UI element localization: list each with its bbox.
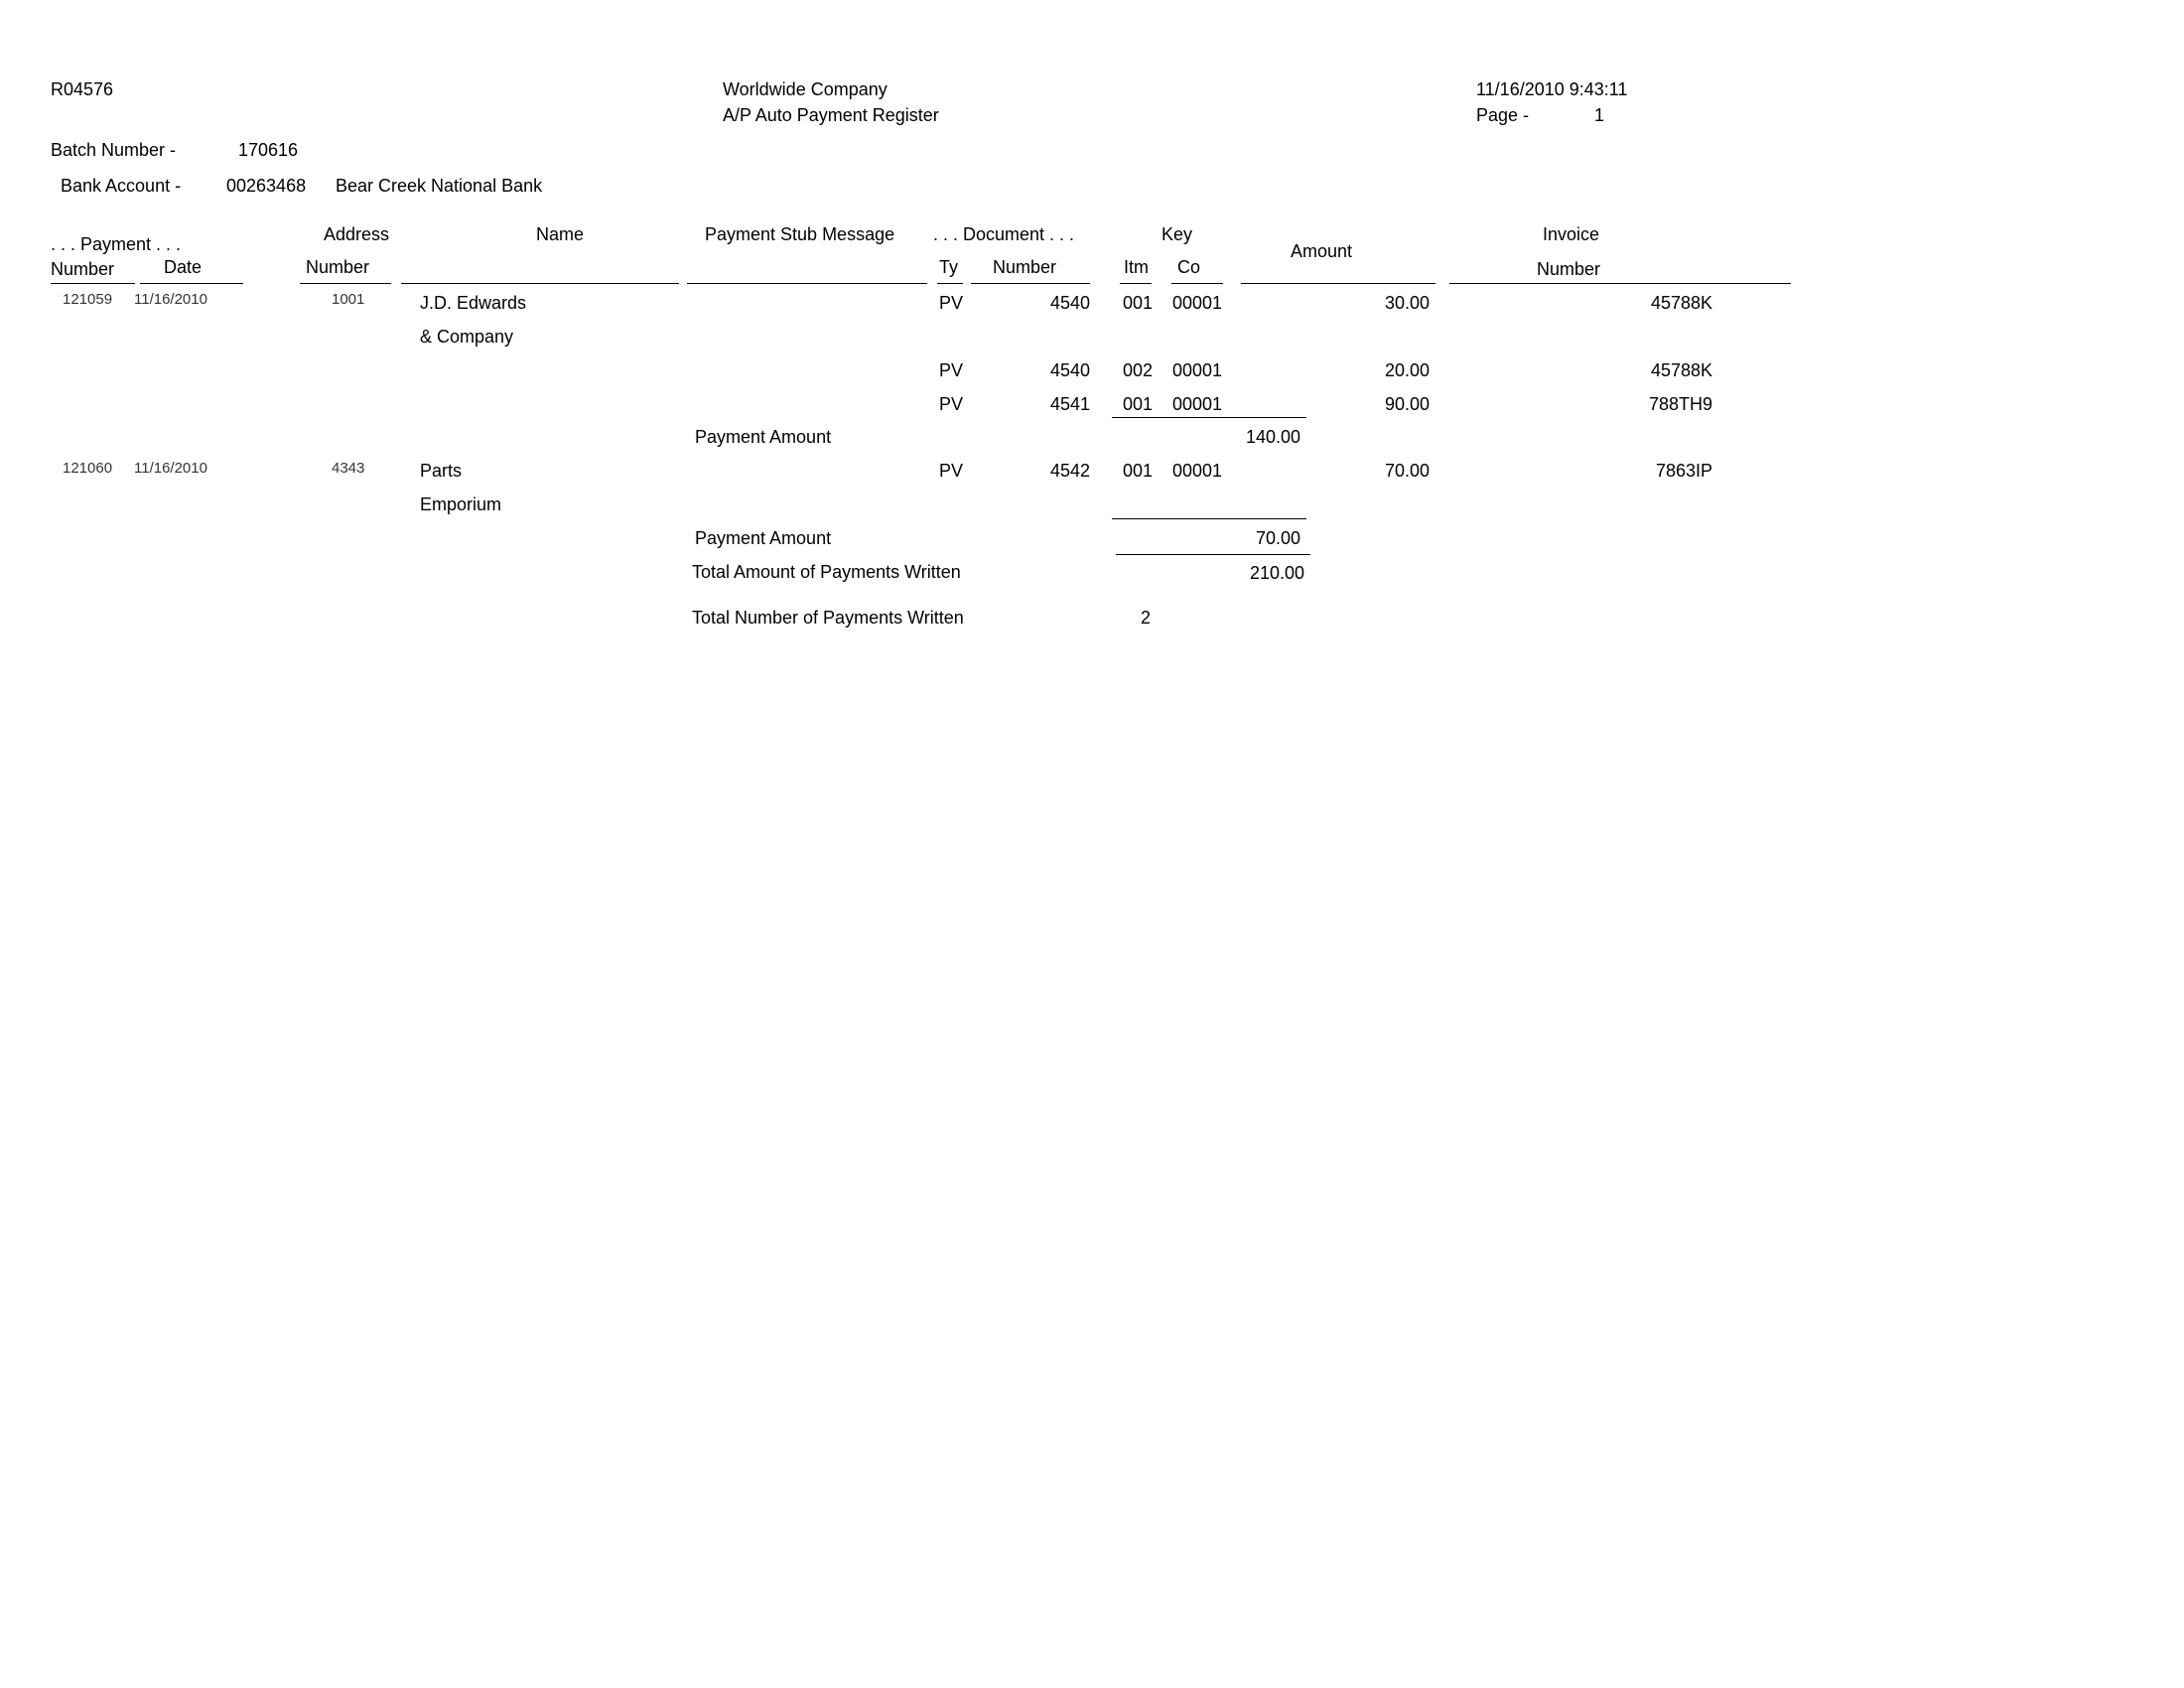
rule-payment-date: [140, 283, 243, 284]
rule-invoice: [1449, 283, 1791, 284]
doc-item: 001: [1123, 293, 1154, 313]
col-invoice-top: Invoice: [1543, 224, 1600, 244]
doc-item: 002: [1123, 360, 1154, 380]
line-amount: 90.00: [1384, 394, 1430, 414]
page-label: Page -: [1476, 105, 1530, 125]
col-address-bottom: Number: [306, 257, 370, 277]
rule-address: [300, 283, 391, 284]
address-number: 4343: [332, 460, 365, 477]
doc-number: 4542: [1049, 461, 1090, 481]
batch-number: 170616: [238, 140, 299, 160]
payee-name-line1: J.D. Edwards: [420, 293, 527, 313]
payment-amount-label: Payment Amount: [695, 528, 832, 548]
doc-item: 001: [1123, 394, 1154, 414]
line-amount: 70.00: [1384, 461, 1430, 481]
col-invoice-bottom: Number: [1537, 259, 1601, 279]
rule-payment-total: [1112, 417, 1306, 418]
page-number: 1: [1594, 105, 1605, 125]
bank-account-label: Bank Account -: [61, 176, 182, 196]
col-item: Itm: [1124, 257, 1149, 277]
doc-company: 00001: [1172, 461, 1223, 481]
rule-key-co: [1171, 283, 1223, 284]
doc-type: PV: [939, 461, 964, 481]
invoice-number: 45788K: [1650, 360, 1712, 380]
col-amount: Amount: [1291, 241, 1353, 261]
payee-name-line1: Parts: [420, 461, 463, 481]
rule-payment-number: [51, 283, 135, 284]
col-address-top: Address: [324, 224, 390, 244]
doc-number: 4540: [1049, 293, 1090, 313]
invoice-number: 45788K: [1650, 293, 1712, 313]
rule-payment-total: [1112, 518, 1306, 519]
bank-name: Bear Creek National Bank: [336, 176, 543, 196]
doc-company: 00001: [1172, 293, 1223, 313]
total-amount-label: Total Amount of Payments Written: [692, 562, 961, 582]
doc-number: 4541: [1049, 394, 1090, 414]
payment-amount-value: 140.00: [1245, 427, 1300, 447]
col-payment-date: Date: [164, 257, 203, 277]
doc-number: 4540: [1049, 360, 1090, 380]
line-amount: 30.00: [1384, 293, 1430, 313]
rule-doc-number: [971, 283, 1090, 284]
doc-item: 001: [1123, 461, 1154, 481]
col-doc-type: Ty: [939, 257, 959, 277]
payment-number: 121059: [63, 291, 113, 308]
rule-amount: [1241, 283, 1435, 284]
total-amount-value: 210.00: [1249, 563, 1304, 583]
report-datetime: 11/16/2010 9:43:11: [1476, 79, 1628, 99]
col-key-top: Key: [1161, 224, 1193, 244]
total-count-value: 2: [1141, 608, 1152, 628]
doc-type: PV: [939, 293, 964, 313]
col-payment-number: Number: [51, 259, 115, 279]
payment-number: 121060: [63, 460, 113, 477]
col-name: Name: [536, 224, 585, 244]
rule-name: [401, 283, 679, 284]
payee-name-line2: Emporium: [420, 494, 502, 514]
batch-label: Batch Number -: [51, 140, 177, 160]
rule-stub-message: [687, 283, 927, 284]
company-name: Worldwide Company: [723, 79, 887, 99]
payment-amount-value: 70.00: [1255, 528, 1300, 548]
col-document-group: . . . Document . . .: [933, 224, 1075, 244]
rule-grand-total: [1116, 554, 1310, 555]
doc-type: PV: [939, 360, 964, 380]
col-payment-group: . . . Payment . . .: [51, 234, 182, 254]
col-doc-number: Number: [993, 257, 1057, 277]
line-amount: 20.00: [1384, 360, 1430, 380]
report-id: R04576: [51, 79, 114, 99]
col-key-bottom: Co: [1177, 257, 1201, 277]
rule-item: [1120, 283, 1152, 284]
payment-amount-label: Payment Amount: [695, 427, 832, 447]
doc-company: 00001: [1172, 360, 1223, 380]
bank-account-number: 00263468: [226, 176, 307, 196]
doc-type: PV: [939, 394, 964, 414]
col-stub-message: Payment Stub Message: [705, 224, 895, 244]
doc-company: 00001: [1172, 394, 1223, 414]
payment-date: 11/16/2010: [134, 291, 207, 308]
report-title: A/P Auto Payment Register: [723, 105, 939, 125]
payee-name-line2: & Company: [420, 327, 514, 347]
invoice-number: 788TH9: [1648, 394, 1712, 414]
invoice-number: 7863IP: [1655, 461, 1712, 481]
total-count-label: Total Number of Payments Written: [692, 608, 964, 628]
rule-doc-type: [937, 283, 963, 284]
payment-date: 11/16/2010: [134, 460, 207, 477]
address-number: 1001: [332, 291, 365, 308]
